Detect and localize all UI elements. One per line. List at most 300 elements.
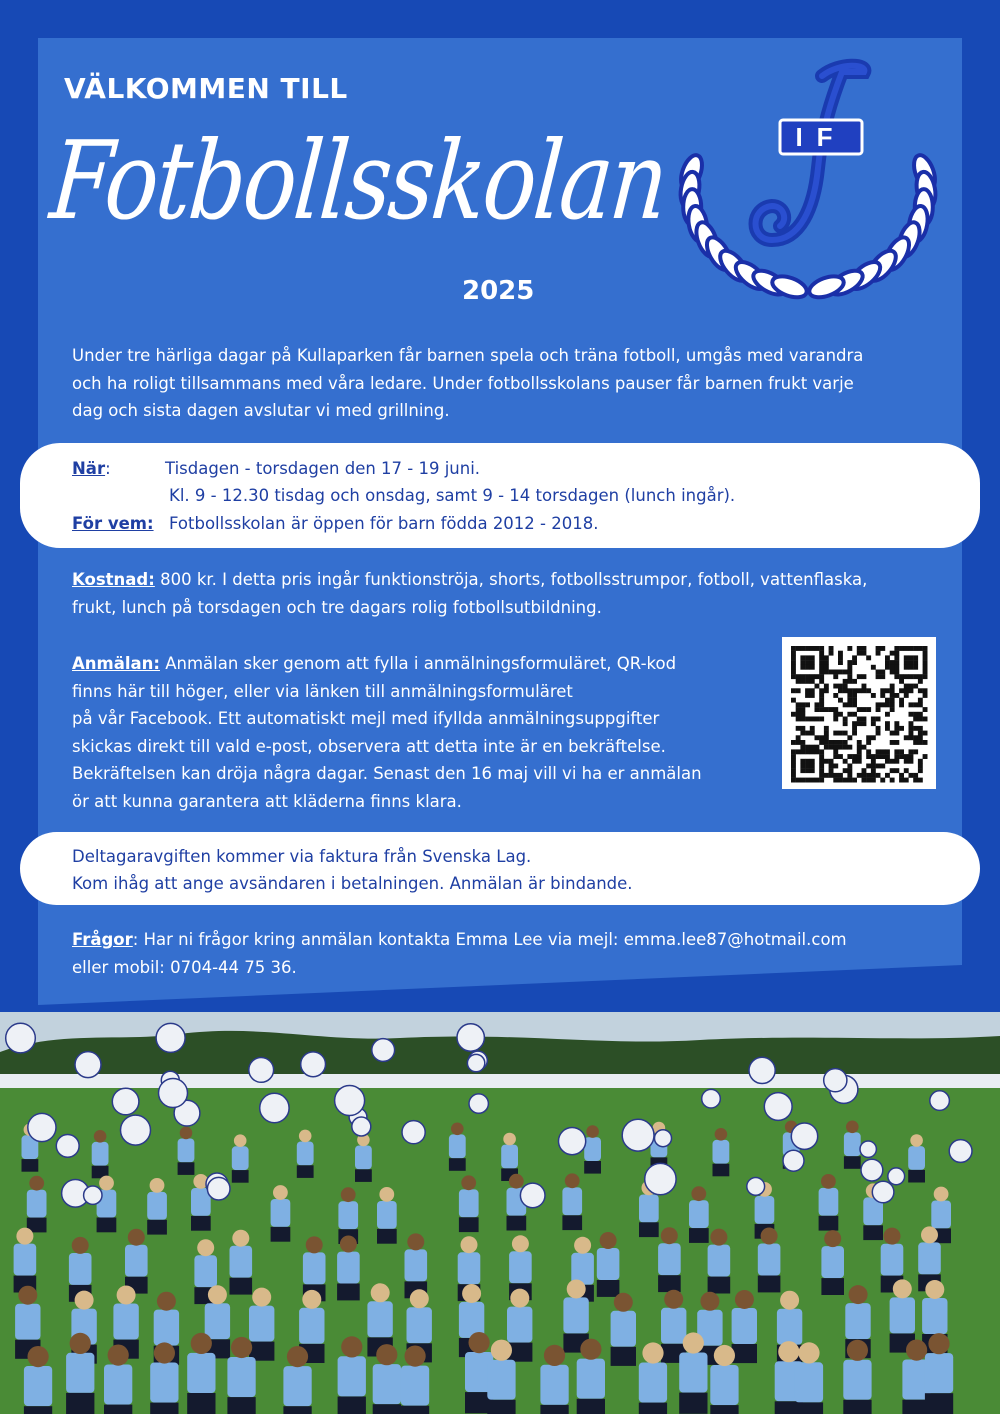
child-head [27, 1346, 48, 1367]
qr-module [819, 665, 824, 670]
qr-module [824, 759, 829, 764]
qr-module [847, 768, 852, 773]
qr-module [810, 745, 815, 750]
qr-module [829, 651, 834, 656]
qr-module [857, 674, 862, 679]
qr-module [796, 679, 801, 684]
football [520, 1183, 545, 1208]
qr-module [904, 693, 909, 698]
qr-module [899, 679, 904, 684]
qr-module [800, 726, 805, 731]
child-head [117, 1286, 136, 1305]
qr-module [819, 693, 824, 698]
child-head [906, 1340, 927, 1361]
qr-module [810, 759, 815, 764]
qr-module [810, 693, 815, 698]
qr-module [909, 721, 914, 726]
qr-module [800, 712, 805, 717]
child-head [407, 1233, 424, 1250]
child-shirt [925, 1353, 953, 1393]
qr-module [805, 660, 810, 665]
child-head [108, 1345, 129, 1366]
qr-module [866, 754, 871, 759]
child-shirt [679, 1353, 707, 1393]
qr-module [857, 759, 862, 764]
qr-module [876, 651, 881, 656]
qr-module [909, 712, 914, 717]
qr-module [791, 764, 796, 769]
football [249, 1058, 274, 1083]
child-head [661, 1227, 678, 1244]
child-head [849, 1285, 868, 1304]
qr-module [791, 655, 796, 660]
child-shorts [338, 1397, 366, 1414]
child-shorts [507, 1216, 527, 1231]
qr-module [890, 651, 895, 656]
child-shorts [377, 1229, 397, 1244]
qr-module [862, 684, 867, 689]
qr-module [796, 702, 801, 707]
qr-module [829, 670, 834, 675]
child-head [846, 1121, 859, 1134]
qr-module [819, 679, 824, 684]
qr-module [824, 731, 829, 736]
child-shirt [150, 1363, 178, 1403]
qr-module [852, 712, 857, 717]
qr-module [847, 679, 852, 684]
child-head [503, 1133, 516, 1146]
qr-module [876, 717, 881, 722]
child-shorts [562, 1215, 582, 1230]
qr-module [843, 745, 848, 750]
qr-module [913, 684, 918, 689]
qr-module [800, 707, 805, 712]
qr-module [791, 749, 796, 754]
child-head [462, 1284, 481, 1303]
qr-module [880, 764, 885, 769]
when-label: När [72, 459, 106, 478]
child-shirt [509, 1251, 532, 1283]
qr-module [824, 740, 829, 745]
qr-module [904, 735, 909, 740]
qr-module [829, 759, 834, 764]
qr-module [923, 717, 928, 722]
qr-module [819, 646, 824, 651]
intro-line: och ha roligt tillsammans med våra ledare. Under fotbollsskolans pauser får barnen frukt varje [72, 373, 854, 393]
child-shorts [230, 1278, 253, 1295]
qr-module [838, 740, 843, 745]
qr-module [805, 759, 810, 764]
qr-module [852, 731, 857, 736]
qr-module [838, 684, 843, 689]
football [467, 1054, 484, 1071]
year-label: 2025 [462, 276, 535, 306]
qr-module [810, 688, 815, 693]
child-head [410, 1289, 429, 1308]
child-shorts [577, 1399, 605, 1414]
qr-module [876, 749, 881, 754]
child-shirt [501, 1145, 518, 1169]
qr-module [833, 773, 838, 778]
qr-module [880, 646, 885, 651]
qr-module [847, 745, 852, 750]
qr-module [923, 665, 928, 670]
qr-module [847, 670, 852, 675]
child-head [461, 1236, 478, 1253]
qr-module [923, 754, 928, 759]
qr-module [913, 735, 918, 740]
qr-module [833, 693, 838, 698]
child-head [232, 1230, 249, 1247]
child-shorts [150, 1403, 178, 1414]
qr-module [909, 749, 914, 754]
child-head [287, 1346, 308, 1367]
qr-module [815, 702, 820, 707]
qr-module [871, 773, 876, 778]
child-shorts [271, 1227, 291, 1242]
qr-module [885, 721, 890, 726]
qr-module [894, 655, 899, 660]
qr-module [866, 740, 871, 745]
fee-line: Deltagaravgiften kommer via faktura från Svenska Lag. [72, 847, 532, 866]
child-shorts [191, 1216, 211, 1231]
child-shorts [925, 1393, 953, 1414]
qr-module [833, 754, 838, 759]
child-head [544, 1345, 565, 1366]
qr-module [909, 655, 914, 660]
child-shirt [303, 1252, 326, 1284]
club-logo [672, 58, 944, 302]
qr-code[interactable] [782, 637, 936, 789]
child-shorts [449, 1158, 466, 1171]
qr-module [890, 698, 895, 703]
qr-module [918, 698, 923, 703]
qr-module [923, 731, 928, 736]
child-shirt [113, 1304, 138, 1340]
child-shorts [908, 1170, 925, 1183]
qr-module [871, 768, 876, 773]
football [645, 1163, 676, 1194]
qr-module [805, 731, 810, 736]
qr-module [824, 773, 829, 778]
child-shirt [758, 1244, 781, 1276]
qr-module [899, 778, 904, 783]
qr-module [810, 665, 815, 670]
qr-module [866, 655, 871, 660]
football [860, 1141, 876, 1157]
qr-module [843, 688, 848, 693]
football [622, 1119, 654, 1151]
qr-module [871, 665, 876, 670]
child-shorts [401, 1406, 429, 1414]
cost-line: frukt, lunch på torsdagen och tre dagars rolig fotbollsutbildning. [72, 597, 602, 617]
qr-module [833, 717, 838, 722]
qr-module [819, 698, 824, 703]
qr-module [791, 670, 796, 675]
qr-module [923, 693, 928, 698]
child-shirt [205, 1303, 230, 1339]
questions-paragraph [72, 926, 952, 981]
qr-module [890, 670, 895, 675]
qr-module [918, 688, 923, 693]
child-shirt [66, 1353, 94, 1393]
child-shirt [147, 1192, 167, 1220]
qr-module [894, 754, 899, 759]
football [84, 1186, 102, 1204]
qr-module [862, 674, 867, 679]
qr-module [904, 655, 909, 660]
binding-notice: Anmälan är bindande. [449, 874, 633, 893]
child-head [510, 1289, 529, 1308]
qr-module [819, 773, 824, 778]
qr-module [796, 717, 801, 722]
qr-module [824, 707, 829, 712]
child-shirt [187, 1353, 215, 1393]
qr-module [824, 684, 829, 689]
child-shirt [178, 1139, 195, 1163]
qr-module [894, 731, 899, 736]
football [402, 1121, 425, 1144]
qr-module [819, 759, 824, 764]
child-head [75, 1291, 94, 1310]
child-shirt [507, 1307, 532, 1343]
photo-illustration [0, 1012, 1000, 1414]
qr-module [833, 684, 838, 689]
questions-label: Frågor [72, 930, 133, 949]
qr-module [810, 768, 815, 773]
child-shirt [881, 1244, 904, 1276]
child-head [691, 1186, 706, 1201]
qr-module [871, 759, 876, 764]
child-shirt [14, 1244, 37, 1276]
cost-line: 800 kr. I detta pris ingår funktionströja, shorts, fotbollsstrumpor, fotboll, vattenflaska, [154, 570, 868, 589]
qr-module [810, 778, 815, 783]
child-shirt [458, 1252, 481, 1284]
qr-module [923, 646, 928, 651]
qr-module [852, 726, 857, 731]
child-shorts [863, 1225, 883, 1240]
qr-module [904, 660, 909, 665]
qr-module [918, 778, 923, 783]
qr-module [815, 745, 820, 750]
qr-module [862, 707, 867, 712]
qr-module [805, 693, 810, 698]
qr-module [796, 688, 801, 693]
qr-module [810, 679, 815, 684]
laurel-leaf [807, 272, 847, 301]
qr-module [819, 740, 824, 745]
child-head [150, 1178, 165, 1193]
qr-module [838, 712, 843, 717]
qr-module [805, 688, 810, 693]
child-shorts [104, 1405, 132, 1414]
qr-module [890, 693, 895, 698]
qr-module [918, 712, 923, 717]
qr-module [796, 646, 801, 651]
signup-line: på vår Facebook. Ett automatiskt mejl med ifyllda anmälningsuppgifter [72, 709, 660, 728]
qr-module [800, 660, 805, 665]
child-shorts [710, 1405, 738, 1414]
qr-module [791, 768, 796, 773]
when-dates: Tisdagen - torsdagen den 17 - 19 juni. [165, 459, 481, 478]
qr-module [805, 778, 810, 783]
child-head [469, 1332, 490, 1353]
child-shirt [732, 1308, 757, 1344]
qr-module [833, 764, 838, 769]
child-shirt [708, 1245, 731, 1277]
child-shirt [338, 1201, 358, 1229]
qr-module [862, 778, 867, 783]
logo-letters: IF [795, 122, 847, 152]
qr-module [880, 702, 885, 707]
qr-module [833, 707, 838, 712]
child-shorts [97, 1218, 117, 1233]
qr-module [847, 688, 852, 693]
signup-line: Bekräftelsen kan dröja några dagar. Senast den 16 maj vill vi ha er anmälan [72, 764, 702, 783]
football [335, 1086, 365, 1116]
qr-module [843, 679, 848, 684]
qr-module [843, 721, 848, 726]
football [749, 1057, 775, 1083]
qr-module [805, 745, 810, 750]
qr-module [791, 660, 796, 665]
qr-module [810, 726, 815, 731]
qr-module [800, 731, 805, 736]
qr-module [810, 655, 815, 660]
child-shorts [459, 1217, 479, 1232]
qr-module [796, 707, 801, 712]
child-head [710, 1229, 727, 1246]
child-shirt [24, 1366, 52, 1406]
qr-module [843, 768, 848, 773]
qr-module [810, 749, 815, 754]
child-shirt [125, 1245, 148, 1277]
child-shirt [373, 1364, 401, 1404]
qr-module [819, 764, 824, 769]
qr-module [833, 712, 838, 717]
football [764, 1093, 792, 1121]
child-shirt [795, 1362, 823, 1402]
qr-module [876, 674, 881, 679]
qr-module [810, 646, 815, 651]
qr-module [791, 698, 796, 703]
qr-module [918, 646, 923, 651]
child-head [99, 1176, 114, 1191]
qr-module [819, 707, 824, 712]
qr-module [847, 702, 852, 707]
qr-module [862, 768, 867, 773]
qr-module [838, 754, 843, 759]
qr-module [894, 726, 899, 731]
child-head [824, 1230, 841, 1247]
child-head [157, 1292, 176, 1311]
qr-module [805, 749, 810, 754]
signup-line: ör att kunna garantera att kläderna finns klara. [72, 791, 462, 811]
child-head [700, 1292, 719, 1311]
qr-module [913, 749, 918, 754]
qr-module [890, 731, 895, 736]
child-shirt [584, 1137, 601, 1161]
child-head [299, 1130, 312, 1143]
child-head [586, 1125, 599, 1138]
qr-module [824, 735, 829, 740]
qr-module [819, 660, 824, 665]
child-head [683, 1332, 704, 1353]
qr-module [913, 717, 918, 722]
qr-module [800, 646, 805, 651]
qr-module [857, 745, 862, 750]
qr-module [876, 726, 881, 731]
qr-module [885, 754, 890, 759]
cost-label: Kostnad: [72, 570, 155, 589]
qr-module [810, 660, 815, 665]
qr-module [833, 740, 838, 745]
qr-module [819, 768, 824, 773]
child-head [884, 1228, 901, 1245]
child-shorts [795, 1402, 823, 1414]
child-shorts [297, 1165, 314, 1178]
qr-module [819, 702, 824, 707]
child-head [715, 1128, 728, 1141]
child-shirt [337, 1252, 360, 1284]
qr-module [904, 674, 909, 679]
child-shirt [355, 1146, 372, 1170]
intro-paragraph [72, 342, 922, 425]
qr-module [885, 726, 890, 731]
qr-module [805, 655, 810, 660]
qr-module [796, 674, 801, 679]
child-shirt [249, 1306, 274, 1342]
qr-module [904, 754, 909, 759]
qr-module [838, 731, 843, 736]
qr-module [800, 745, 805, 750]
child-shirt [845, 1303, 870, 1339]
qr-module [918, 768, 923, 773]
qr-module [819, 688, 824, 693]
qr-module [890, 768, 895, 773]
qr-module [833, 674, 838, 679]
qr-module [852, 679, 857, 684]
child-head [821, 1174, 836, 1189]
child-shirt [908, 1146, 925, 1170]
qr-module [923, 660, 928, 665]
qr-module [800, 665, 805, 670]
child-head [451, 1123, 464, 1136]
child-shirt [297, 1142, 314, 1166]
child-shorts [283, 1406, 311, 1414]
qr-module [805, 768, 810, 773]
child-shirt [459, 1189, 479, 1217]
qr-module [800, 768, 805, 773]
qr-module [909, 754, 914, 759]
qr-module [913, 778, 918, 783]
qr-module [810, 731, 815, 736]
child-shirt [449, 1134, 466, 1158]
football [559, 1128, 586, 1155]
qr-module [923, 655, 928, 660]
child-shirt [92, 1142, 109, 1166]
qr-module [913, 702, 918, 707]
qr-module [890, 688, 895, 693]
qr-module [866, 735, 871, 740]
child-shirt [661, 1308, 686, 1344]
qr-module [829, 740, 834, 745]
qr-module [909, 660, 914, 665]
qr-module [829, 745, 834, 750]
qr-module [838, 670, 843, 675]
child-shirt [27, 1190, 47, 1218]
football [56, 1135, 79, 1158]
